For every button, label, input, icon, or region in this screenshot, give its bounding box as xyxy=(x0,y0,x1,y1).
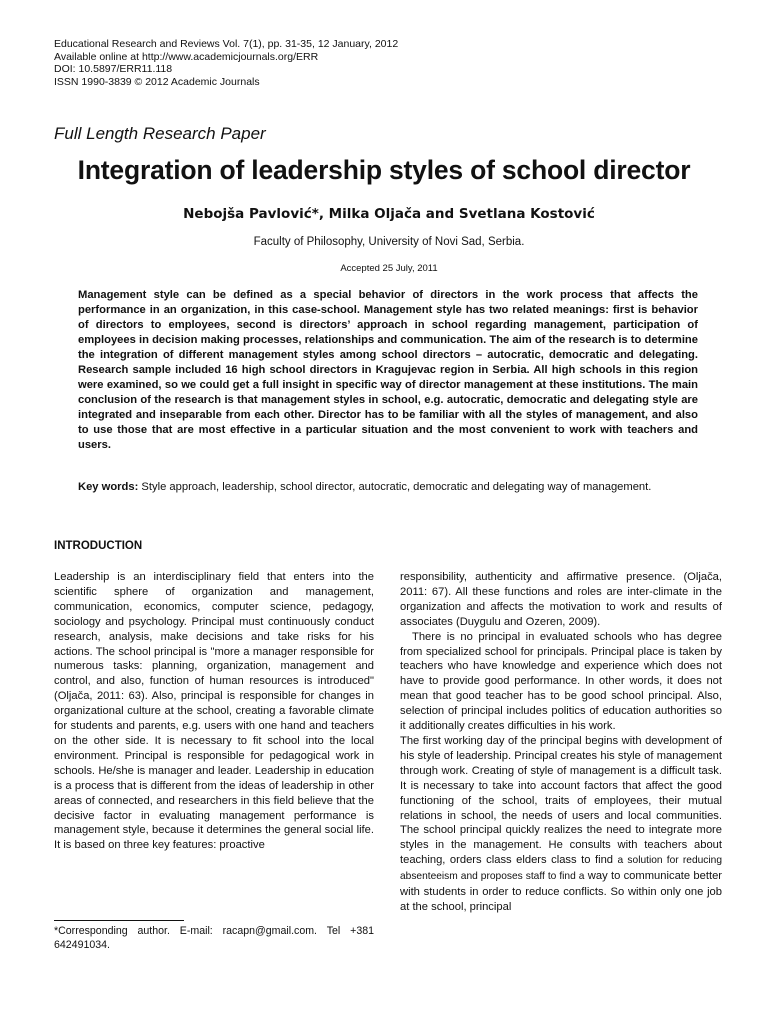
issn: ISSN 1990-3839 © 2012 Academic Journals xyxy=(54,75,260,88)
journal-citation: Educational Research and Reviews Vol. 7(1), pp. 31-35, 12 January, 2012 xyxy=(54,38,399,50)
paper-title: Integration of leadership styles of school director xyxy=(77,155,691,185)
doi: DOI: 10.5897/ERR11.118 xyxy=(54,63,173,75)
paper-type: Full Length Research Paper xyxy=(54,124,266,143)
journal-header xyxy=(54,38,714,88)
keywords xyxy=(78,480,698,496)
footnote-divider xyxy=(54,920,184,921)
right-paragraph-3-text: The first working day of the principal begins with development of his style of leadership. Principal creates his style of management through work. Creating of style of management is a difficult task. It is necessary to take into account factors that affect the good functioning of the school, traits of employees, their mutual relations in school, the needs of users and local communities. The school principal quickly realizes the need to integrate more styles in the management. He consults with teachers about teaching, orders class elders class to find xyxy=(400,734,722,867)
corresponding-author-footnote: *Corresponding author. E-mail: racapn@gmail.com. Tel +381 642491034. xyxy=(54,925,374,951)
keywords-label: Key words: xyxy=(78,481,139,493)
accepted-date: Accepted 25 July, 2011 xyxy=(340,263,438,274)
right-paragraph-3-small: a solution for reducing absenteeism and proposes staff to find a xyxy=(400,855,722,883)
affiliation: Faculty of Philosophy, University of Novi Sad, Serbia. xyxy=(253,236,525,248)
right-paragraph-3-end: way to communicate better with students in order to reduce conflicts. So within only one job at the school, principal xyxy=(400,870,723,913)
right-column xyxy=(400,570,722,915)
left-column xyxy=(54,570,374,853)
right-paragraph-3 xyxy=(400,734,722,915)
abstract: Management style can be defined as a special behavior of directors in the work process that affects the performance in an organization, in this case-school. Management style has two related meanings: first is behavior of directors to employees, second is directors’ approach in school regarding management, participation of employees in decision making processes, relationships and communication. The aim of the research is to determine the integration of different management styles among school directors – autocratic, democratic and delegating. Research sample included 16 high school directors in Kragujevac region in Serbia. All high schools in this region were examined, so we could get a full insight in specific way of director management at these institutions. The main conclusion of the research is that management styles in school, e.g. autocratic, democratic and delegating style are integrated and inseparable from each other. Director has to be familiar with all the styles of management, and also to use those that are most effective in a particular situation and the most convenient to work with teachers and users. xyxy=(78,289,698,451)
authors: Nebojša Pavlović*, Milka Oljača and Svetlana Kostović xyxy=(183,206,595,222)
journal-url: Available online at http://www.academicjournals.org/ERR xyxy=(54,50,319,63)
keywords-text: Style approach, leadership, school director, autocratic, democratic and delegating way of management. xyxy=(138,481,652,493)
left-paragraph-1: Leadership is an interdisciplinary field that enters into the scientific sphere of organization and management, communication, economics, computer science, pedagogy, sociology and psychology. Principal must continuously conduct research, analysis, make decisions and take risks for his actions. The school principal is "more a manager responsible for numerous tasks: planning, organization, management and control, and also, function of human resources is introduced"(Oljača, 2011: 63). Also, principal is responsible for changes in organizational culture at the school, creating a favorable climate for students and parents, e.g. users with one hand and teachers on the other side. It is necessary to fit school into the local environment. Principal is responsible for pedagogical work in schools. He/she is manager and leader. Leadership in education is a process that is different from the ideas of leadership in other areas of connected, and researchers in this field believe that the decisive factor in evaluating management performance is management style, because it determines the general social life. It is based on three key features: proactive xyxy=(54,571,374,852)
section-heading-introduction: INTRODUCTION xyxy=(54,540,143,552)
right-paragraph-2: There is no principal in evaluated schools who has degree from specialized school for principals. Principal place is taken by teachers who have knowledge and experience which does not have to provide good performance. In other words, it does not mean that good teacher has to be good school principal. Also, selection of principal includes politics of education authorities so it additionally creates difficulties in his work. xyxy=(400,630,722,733)
right-paragraph-1: responsibility, authenticity and affirmative presence. (Oljača, 2011: 67). All these functions and roles are inter-climate in the organization and affects the motivation to work and results of associates (Duygulu and Ozeren, 2009). xyxy=(400,571,722,628)
